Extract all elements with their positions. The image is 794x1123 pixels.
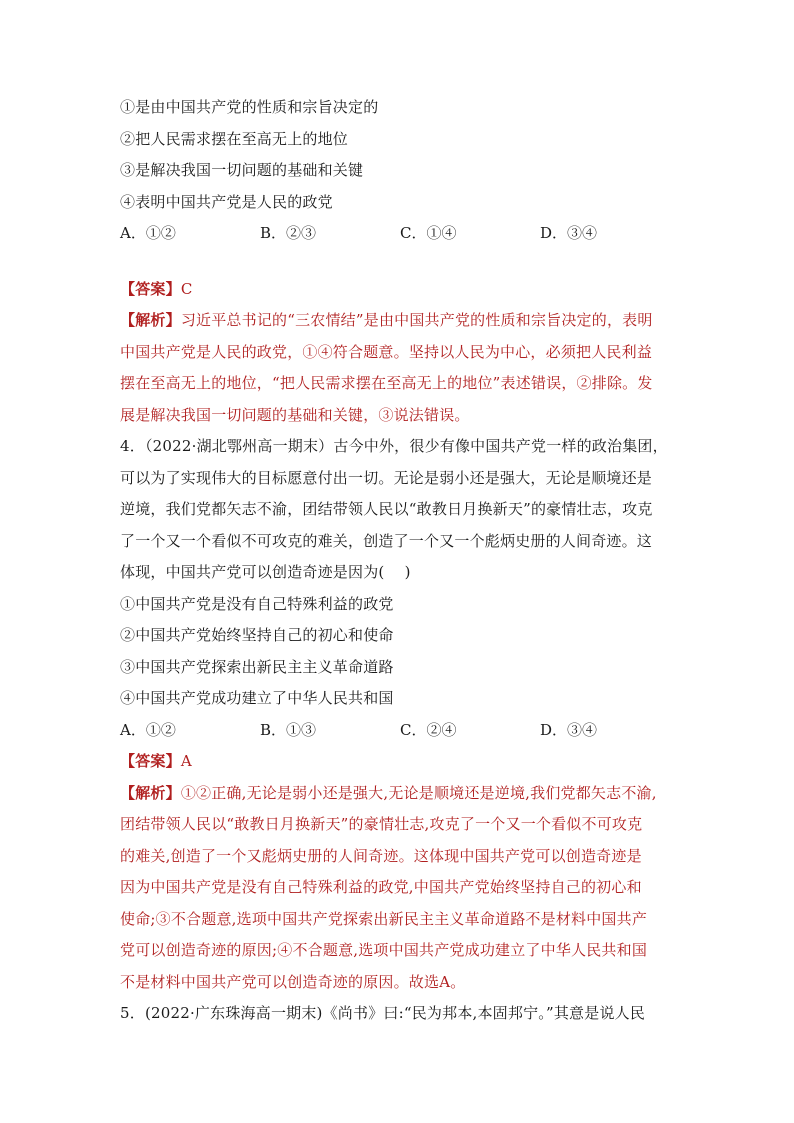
q3-item-2: ②把人民需求摆在至高无上的地位: [120, 129, 349, 148]
q4-stem-line-5: 体现，中国共产党可以创造奇迹是因为( ): [120, 563, 411, 581]
q3-analysis-line-1: 习近平总书记的“三农情结”是由中国共产党的性质和宗旨决定的，表明: [180, 311, 653, 329]
q4-item-1: ①中国共产党是没有自己特殊利益的政党: [120, 594, 394, 613]
q4-analysis-line-3: 的难关,创造了一个又彪炳史册的人间奇迹。这体现中国共产党可以创造奇迹是: [120, 846, 642, 865]
q4-analysis-tag: 【解析】: [120, 783, 181, 802]
q3-analysis-line-3c: 发: [637, 374, 653, 392]
spacer: [120, 250, 680, 274]
q4-answer: [120, 746, 680, 778]
q3-item-3: ③是解决我国一切问题的基础和关键: [120, 161, 364, 179]
q4-analysis-line-2: 团结带领人民以“敢教日月换新天”的豪情壮志,攻克了一个又一个看似不可攻克: [120, 815, 643, 833]
q3-analysis-tag: 【解析】: [120, 311, 181, 329]
q4-item-4: ④中国共产党成功建立了中华人民共和国: [120, 689, 394, 707]
q4-item-3: ③中国共产党探索出新民主主义革命道路: [120, 657, 394, 676]
q4-analysis-line-5c: 选项中国共产党探索出新民主主义革命道路不是材料中国共产: [236, 909, 648, 928]
q4-option-b: B．①③: [260, 720, 317, 739]
q4-option-c: C．②④: [400, 720, 457, 739]
q4-answer-value: A: [180, 752, 192, 770]
q3-analysis-line-3b: ②排除。: [576, 374, 638, 392]
q3-option-c: C．①④: [400, 224, 457, 242]
q3-option-a: A．①②: [120, 224, 176, 242]
q4-stem-line-2: 可以为了实现伟大的目标愿意付出一切。无论是弱小还是强大，无论是顺境还是: [120, 468, 653, 487]
q3-analysis-line-2c: 坚持以人民为中心，必须把人民利益: [408, 342, 653, 361]
q3-options: [120, 218, 680, 250]
q3-option-d: D．③④: [540, 224, 598, 242]
q4-stem-line-1: 4．（2022·湖北鄂州高一期末）古今中外，很少有像中国共产党一样的政治集团，: [120, 437, 668, 455]
q5-stem-line-1: 5．(2022·广东珠海高一期末)《尚书》曰:“民为邦本,本固邦宁。”其意是说人民: [120, 1004, 646, 1022]
q4-option-d: D．③④: [540, 720, 598, 739]
q4-analysis-line-6b: ④不合题意,: [277, 941, 359, 959]
q3-analysis: [120, 305, 680, 431]
q4-item-2: ②中国共产党始终坚持自己的初心和使命: [120, 626, 394, 644]
q4-analysis-line-4: 因为中国共产党是没有自己特殊利益的政党,中国共产党始终坚持自己的初心和: [120, 878, 642, 896]
q4-stem-line-4: 了一个又一个看似不可攻克的难关，创造了一个又一个彪炳史册的人间奇迹。这: [120, 531, 653, 550]
q4-analysis-line-6c: 选项中国共产党成功建立了中华人民共和国: [358, 941, 648, 959]
q3-answer-tag: 【答案】: [120, 279, 181, 298]
q3-analysis-line-3a: 摆在至高无上的地位，“把人民需求摆在至高无上的地位”表述错误，: [120, 374, 577, 392]
q4-analysis-line-6a: 党可以创造奇迹的原因;: [120, 941, 278, 959]
q4-options: [120, 715, 680, 747]
q3-answer: [120, 274, 680, 306]
q4-items: [120, 589, 680, 715]
q3-analysis-line-4: 展是解决我国一切问题的基础和关键，③说法错误。: [120, 405, 470, 424]
q4-analysis: [120, 778, 680, 999]
q4-analysis-line-7a: 不是材料中国共产党可以创造奇迹的原因。故选: [120, 972, 440, 991]
document-page: [120, 92, 680, 1030]
q4-stem: [120, 431, 680, 589]
q3-analysis-line-2a: 中国共产党是人民的政党，: [120, 342, 303, 361]
q4-answer-tag: 【答案】: [120, 752, 181, 770]
q4-analysis-line-5b: ③不合题意,: [155, 909, 237, 928]
q4-analysis-line-7b: A: [439, 972, 451, 991]
q4-analysis-line-7c: 。: [450, 972, 466, 991]
q4-analysis-line-1: ①②正确,无论是弱小还是强大,无论是顺境还是逆境,我们党都矢志不渝,: [180, 783, 657, 802]
q3-analysis-line-2b: ①④符合题意。: [302, 342, 409, 361]
q3-item-4: ④表明中国共产党是人民的政党: [120, 192, 333, 211]
q4-stem-line-3: 逆境，我们党都矢志不渝，团结带领人民以“敢教日月换新天”的豪情壮志，攻克: [120, 500, 653, 518]
q3-answer-value: C: [180, 279, 193, 298]
q3-item-1: ①是由中国共产党的性质和宗旨决定的: [120, 98, 379, 116]
q4-option-a: A．①②: [120, 720, 176, 739]
q4-analysis-line-5a: 使命;: [120, 909, 156, 928]
q3-option-b: B．②③: [260, 224, 317, 242]
q3-items: [120, 92, 680, 218]
